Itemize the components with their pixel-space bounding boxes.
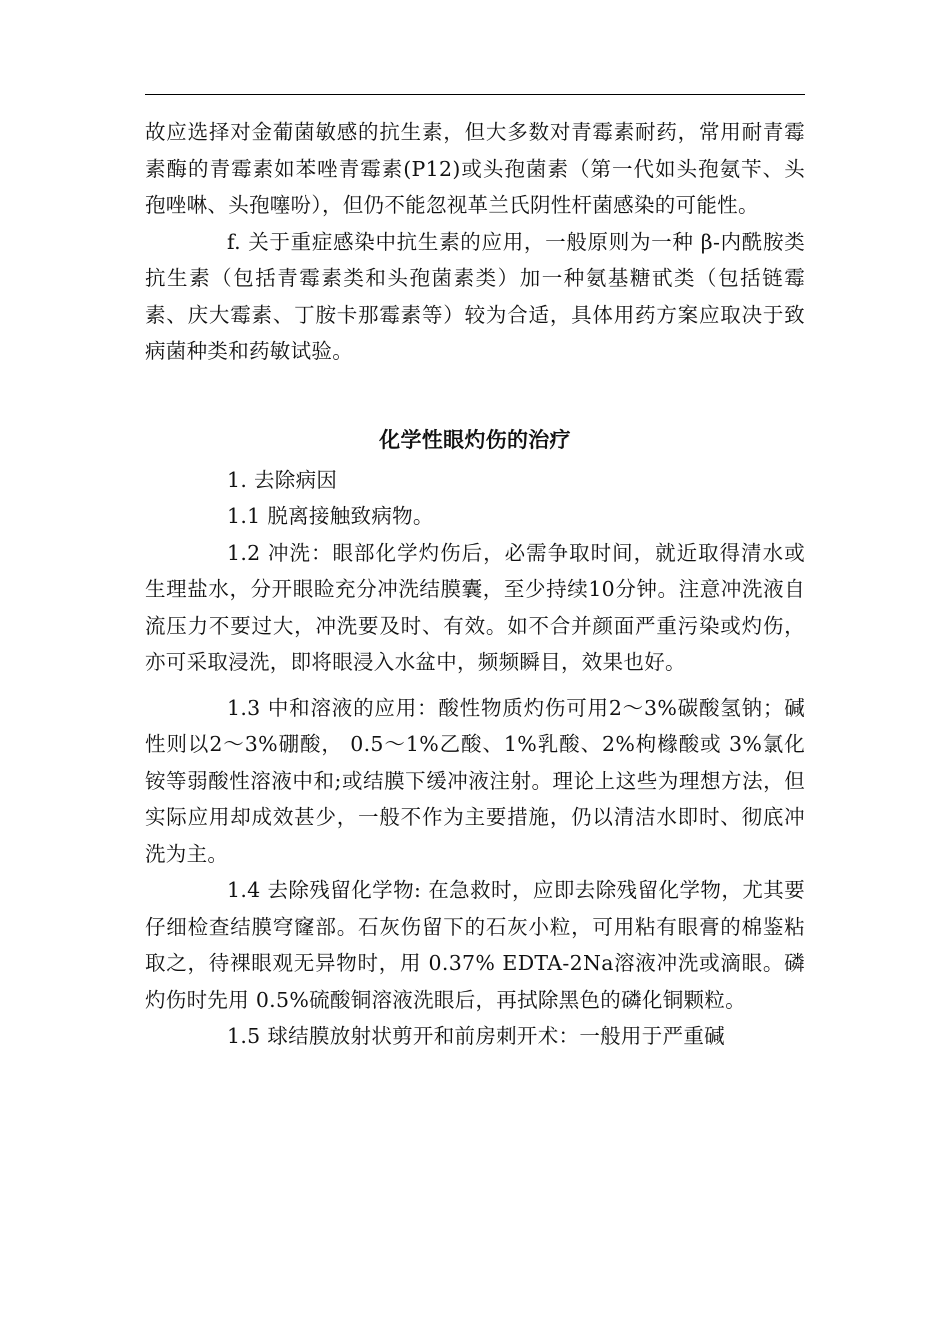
item-irrigation: 1.2 冲洗：眼部化学灼伤后，必需争取时间，就近取得清水或生理盐水，分开眼睑充分冲洗结膜囊，至少持续10分钟。注意冲洗液自流压力不要过大，冲洗要及时、有效。如不合并颜面严重污染或灼伤，亦可采取浸洗，即将眼浸入水盆中，频频瞬目，效果也好。 <box>145 540 805 674</box>
section-title: 化学性眼灼伤的治疗 <box>379 426 571 452</box>
item-remove-residual-chemicals: 1.4 去除残留化学物: 在急救时，应即去除残留化学物，尤其要仔细检查结膜穹窿部。石灰伤留下的石灰小粒，可用粘有眼膏的棉鉴粘取之，待裸眼观无异物时，用 0.37% EDTA-2Na溶液冲洗或滴眼。磷灼伤时先用 0.5%硫酸铜溶液洗眼后，再拭除黑色的磷化铜颗粒。 <box>145 878 805 1012</box>
item-remove-cause: 1. 去除病因 <box>227 467 338 492</box>
header-rule <box>145 94 805 95</box>
document-body <box>145 114 805 1055</box>
item-leave-contact: 1.1 脱离接触致病物。 <box>227 504 434 528</box>
item-conjunctival-incision: 1.5 球结膜放射状剪开和前房刺开术：一般用于严重碱 <box>227 1024 725 1048</box>
section-spacer <box>145 370 805 422</box>
paragraph-spacer <box>145 681 805 690</box>
paragraph-antibiotic-staph: 故应选择对金葡菌敏感的抗生素，但大多数对青霉素耐药，常用耐青霉素酶的青霉素如苯唑青霉素(P12)或头孢菌素（第一代如头孢氨苄、头孢唑啉、头孢噻吩），但仍不能忽视革兰氏阴性杆菌感染的可能性。 <box>145 120 805 217</box>
item-neutralizing-solution: 1.3 中和溶液的应用：酸性物质灼伤可用2～3%碳酸氢钠；碱性则以2～3%硼酸， 0.5～1%乙酸、1%乳酸、2%枸橼酸或 3%氯化铵等弱酸性溶液中和;或结膜下缓冲液注射。理论上这些为理想方法，但实际应用却成效甚少，一般不作为主要措施，仍以清洁水即时、彻底冲洗为主。 <box>145 695 805 866</box>
paragraph-severe-infection: f. 关于重症感染中抗生素的应用，一般原则为一种 β-内酰胺类抗生素（包括青霉素类和头孢菌素类）加一种氨基糖甙类（包括链霉素、庆大霉素、丁胺卡那霉素等）较为合适，具体用药方案应取决于致病菌种类和药敏试验。 <box>145 229 805 363</box>
